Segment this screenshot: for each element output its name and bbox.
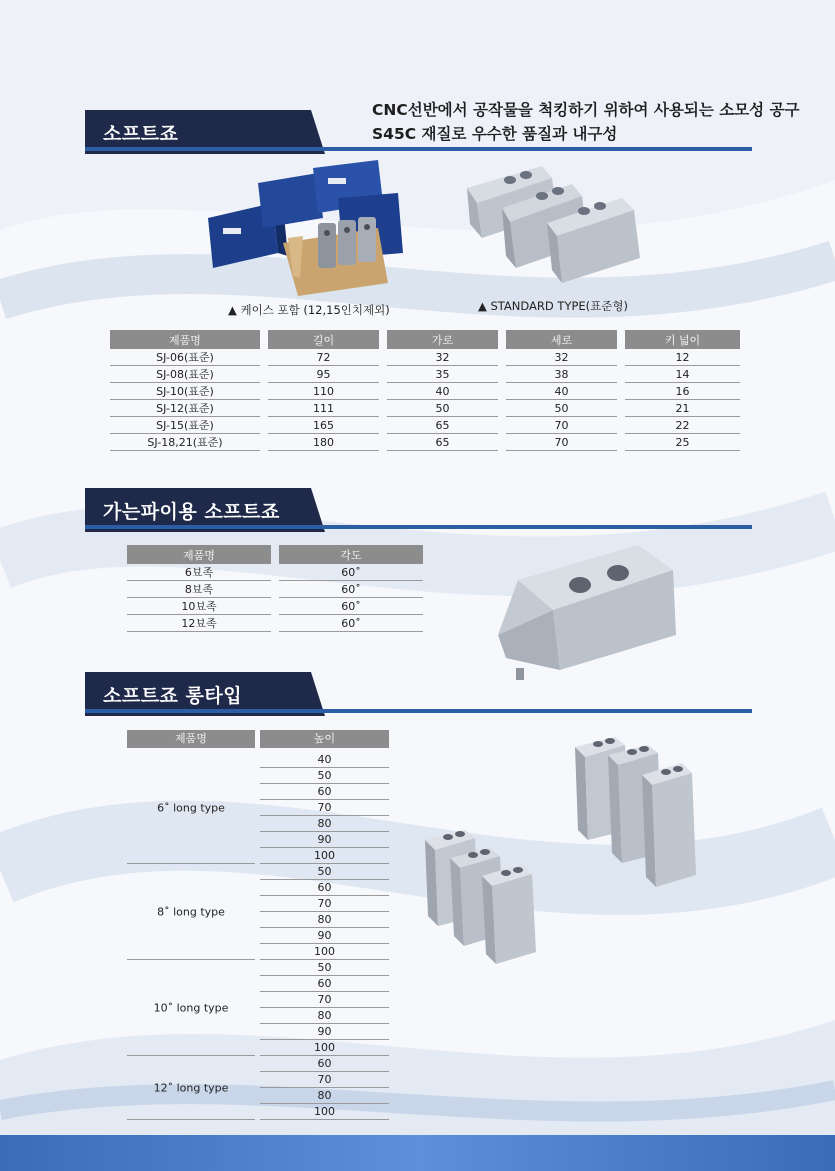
section2-title: 가는파이용 소프트죠 (103, 500, 280, 523)
table-cell: SJ-08(표준) (110, 366, 260, 383)
table-row (127, 564, 423, 581)
long-type-name: 12˚ long type (153, 1081, 229, 1094)
long-type-name-cell (127, 960, 255, 1056)
table-cell: 40 (506, 383, 617, 400)
section1-intro (372, 98, 799, 146)
table-cell: 111 (268, 400, 379, 417)
table-cell: 50 (387, 400, 498, 417)
long-type-height-cell: 80 (260, 1088, 389, 1104)
table-cell: 60˚ (279, 564, 423, 581)
table-cell: SJ-10(표준) (110, 383, 260, 400)
caption-case-included: ▲ 케이스 포함 (12,15인치제외) (228, 303, 390, 317)
col-product-name: 제품명 (127, 730, 255, 748)
col-height: 높이 (260, 730, 389, 748)
col-width: 가로 (387, 330, 498, 349)
col-product-name: 제품명 (110, 330, 260, 349)
col-height: 세로 (506, 330, 617, 349)
long-type-name: 6˚ long type (157, 801, 225, 814)
long-type-height-cell: 70 (260, 992, 389, 1008)
col-key-width: 키 넓이 (625, 330, 740, 349)
long-type-height-cell: 70 (260, 896, 389, 912)
standard-spec-table (110, 330, 740, 451)
footer-bar (0, 1135, 835, 1171)
section2-underline (85, 525, 752, 529)
table-header-row (127, 545, 423, 564)
long-type-height-cell: 100 (260, 1040, 389, 1056)
table-row (127, 581, 423, 598)
table-cell: 10뵤족 (127, 598, 271, 615)
table-header-row (110, 330, 740, 349)
long-type-height-cell: 60 (260, 1056, 389, 1072)
section1-underline (85, 147, 752, 151)
long-type-height-cell: 90 (260, 1024, 389, 1040)
long-type-name: 10˚ long type (153, 1001, 229, 1014)
long-type-height-cell: 70 (260, 800, 389, 816)
long-type-group (127, 864, 389, 960)
long-type-height-cell: 80 (260, 912, 389, 928)
table-cell: 22 (625, 417, 740, 434)
section3-title: 소프트죠 롱타입 (103, 684, 243, 707)
table-cell: 14 (625, 366, 740, 383)
table-cell: 38 (506, 366, 617, 383)
table-cell: 35 (387, 366, 498, 383)
intro-line-1: CNC선반에서 공작물을 척킹하기 위하여 사용되는 소모성 공구 (372, 101, 800, 119)
pipe-jaw-image (488, 540, 678, 690)
long-type-name-cell (127, 1056, 255, 1120)
section1-title: 소프트죠 (103, 122, 179, 145)
table-row (110, 383, 740, 400)
long-type-height-cell: 50 (260, 960, 389, 976)
long-type-height-cell: 100 (260, 1104, 389, 1120)
soft-jaw-boxes-image (188, 158, 408, 298)
table-cell: SJ-12(표준) (110, 400, 260, 417)
table-row (110, 400, 740, 417)
pipe-jaw-table (127, 545, 423, 632)
long-type-height-cell: 60 (260, 784, 389, 800)
table-cell: 6뵤족 (127, 564, 271, 581)
caption-standard-type: ▲ STANDARD TYPE(표준형) (478, 299, 628, 313)
long-type-height-cell: 60 (260, 976, 389, 992)
long-type-height-cell: 90 (260, 832, 389, 848)
table-row (110, 366, 740, 383)
table-cell: 60˚ (279, 581, 423, 598)
col-length: 길이 (268, 330, 379, 349)
table-cell: 25 (625, 434, 740, 451)
long-jaws-short-image (420, 828, 570, 968)
table-cell: 32 (387, 349, 498, 366)
long-type-height-cell: 100 (260, 944, 389, 960)
long-type-height-cell: 50 (260, 864, 389, 880)
table-cell: 70 (506, 417, 617, 434)
table-cell: 72 (268, 349, 379, 366)
table-cell: 70 (506, 434, 617, 451)
table-cell: SJ-06(표준) (110, 349, 260, 366)
table-cell: 50 (506, 400, 617, 417)
table-cell: 8뵤족 (127, 581, 271, 598)
table-row (110, 434, 740, 451)
table-cell: 95 (268, 366, 379, 383)
table-cell: 110 (268, 383, 379, 400)
table-cell: 32 (506, 349, 617, 366)
long-type-name: 8˚ long type (157, 905, 225, 918)
table-row (110, 349, 740, 366)
intro-line-2: S45C 재질로 우수한 품질과 내구성 (372, 125, 618, 143)
long-type-height-cell: 90 (260, 928, 389, 944)
col-angle: 각도 (279, 545, 423, 564)
col-product-name: 제품명 (127, 545, 271, 564)
long-type-height-cell: 80 (260, 816, 389, 832)
table-cell: 165 (268, 417, 379, 434)
long-type-height-cell: 70 (260, 1072, 389, 1088)
long-type-height-cell: 100 (260, 848, 389, 864)
long-type-name-cell (127, 752, 255, 864)
long-jaws-tall-image (570, 735, 720, 895)
table-row (127, 615, 423, 632)
table-cell: 60˚ (279, 598, 423, 615)
long-type-height-cell: 50 (260, 768, 389, 784)
table-cell: 60˚ (279, 615, 423, 632)
long-type-height-cell: 80 (260, 1008, 389, 1024)
table-row (127, 598, 423, 615)
long-type-group (127, 752, 389, 864)
table-cell: 12뵤족 (127, 615, 271, 632)
table-cell: 40 (387, 383, 498, 400)
section3-underline (85, 709, 752, 713)
table-row (110, 417, 740, 434)
table-cell: 12 (625, 349, 740, 366)
long-type-group (127, 1056, 389, 1120)
table-cell: SJ-18,21(표준) (110, 434, 260, 451)
long-type-height-cell: 60 (260, 880, 389, 896)
standard-jaws-image (462, 158, 652, 283)
long-type-name-cell (127, 864, 255, 960)
long-type-group (127, 960, 389, 1056)
table-cell: 21 (625, 400, 740, 417)
table-cell: SJ-15(표준) (110, 417, 260, 434)
long-type-height-cell: 40 (260, 752, 389, 768)
table-cell: 180 (268, 434, 379, 451)
table-cell: 16 (625, 383, 740, 400)
table-cell: 65 (387, 417, 498, 434)
table-cell: 65 (387, 434, 498, 451)
